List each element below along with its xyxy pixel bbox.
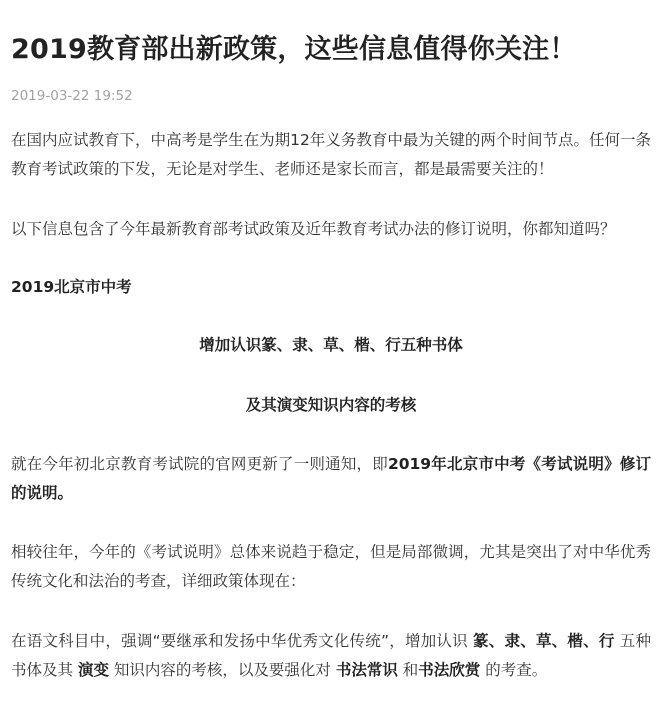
p5-bold-evolution: 演变 xyxy=(77,661,109,679)
paragraph-chinese-subject xyxy=(11,627,651,685)
section-heading: 2019北京市中考 xyxy=(11,278,132,296)
paragraph-notice-text: 就在今年初北京教育考试院的官网更新了一则通知，即 xyxy=(11,455,388,473)
highlight-line-2: 及其演变知识内容的考核 xyxy=(245,396,417,414)
p5-bold-scripts: 篆、隶、草、楷、行 xyxy=(473,632,615,650)
highlight-line-1: 增加认识篆、隶、草、楷、行五种书体 xyxy=(199,336,463,354)
paragraph-intro: 在国内应试教育下，中高考是学生在为期12年义务教育中最为关键的两个时间节点。任何一条教育考试政策的下发，无论是对学生、老师还是家长而言，都是最需要关注的！ xyxy=(11,131,651,178)
paragraph-notice-bold: 2019年北京市中考《考试说明》修订的说明。 xyxy=(11,455,651,502)
p5-bold-calligraphy-knowledge: 书法常识 xyxy=(335,661,398,679)
paragraph-notice xyxy=(11,450,651,508)
p5-text-5: 的考查。 xyxy=(480,661,548,679)
article-title: 2019教育部出新政策，这些信息值得你关注！ xyxy=(11,34,577,65)
p5-text-4: 和 xyxy=(397,661,419,679)
p5-text-1: 在语文科目中，强调“要继承和发扬中华优秀文化传统”，增加认识 xyxy=(11,632,474,650)
publish-timestamp: 2019-03-22 19:52 xyxy=(11,88,133,104)
p5-text-3: 知识内容的考核，以及要强化对 xyxy=(108,661,336,679)
p5-text-2: 五种书体及其 xyxy=(11,632,651,679)
p5-bold-calligraphy-appreciation: 书法欣赏 xyxy=(418,661,481,679)
paragraph-info: 以下信息包含了今年最新教育部考试政策及近年教育考试办法的修订说明，你都知道吗？ xyxy=(11,220,616,238)
paragraph-comparison: 相较往年，今年的《考试说明》总体来说趋于稳定，但是局部微调，尤其是突出了对中华优秀传统文化和法治的考查，详细政策体现在： xyxy=(11,543,651,590)
